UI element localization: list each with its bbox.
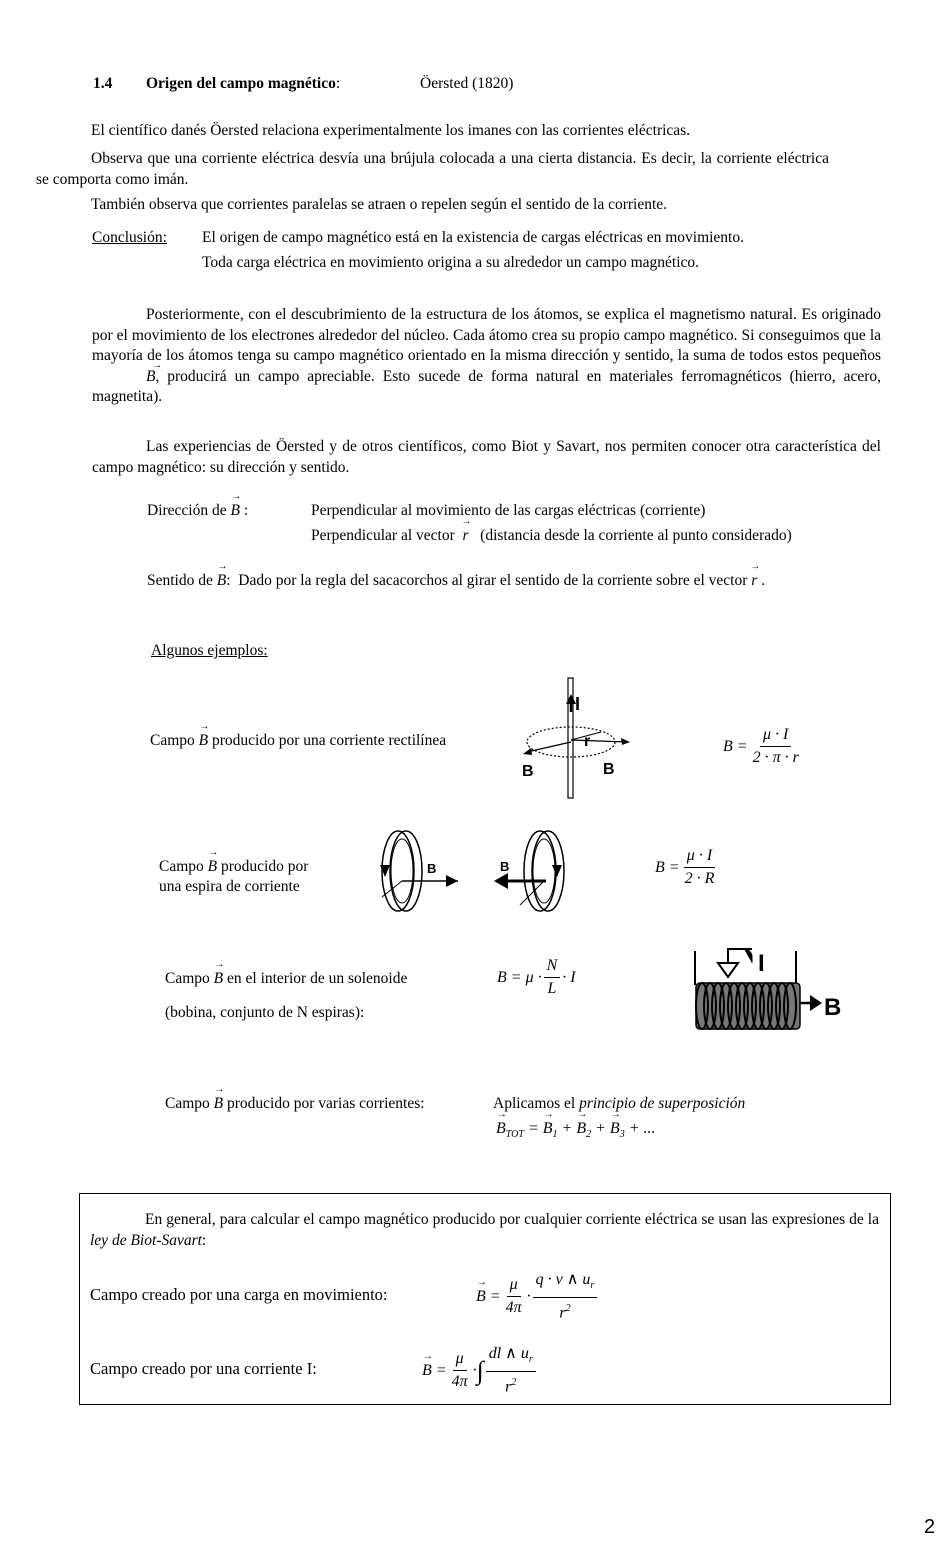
r-vector-symbol: → r bbox=[751, 572, 757, 590]
loop-label-line-1: Campo → B producido por bbox=[159, 858, 308, 876]
superposition-sum: → $B_{TOT}$ = → $B_1$ + → $B_2$ + → $B_3$ + ... bbox=[496, 1120, 655, 1140]
solenoid-current-label: I bbox=[758, 950, 765, 977]
b-vector-symbol: → B bbox=[217, 572, 226, 590]
loop-label-line-2: una espira de corriente bbox=[159, 878, 300, 895]
direction-label: Dirección de → B : bbox=[147, 502, 248, 520]
direction-line-2: Perpendicular al vector → r (distancia desde la corriente al punto considerado) bbox=[311, 527, 792, 545]
intro-paragraph-1: El científico danés Öersted relaciona experimentalmente los imanes con las corrientes eléctricas. bbox=[91, 122, 691, 139]
biot-savart-intro: En general, para calcular el campo magnético producido por cualquier corriente eléctrica se usan las expresiones de la ley de Biot-Savart: bbox=[90, 1211, 879, 1249]
charge-field-formula: → B = $\frac{\mu}{4\pi}$ · $\frac{q \cdot v \wedge u_r}{r^2}$ bbox=[476, 1270, 599, 1324]
section-title: Origen del campo magnético: bbox=[146, 75, 341, 92]
b-vector-symbol: → B bbox=[208, 858, 217, 876]
charge-field-label: Campo creado por una carga en movimiento: bbox=[90, 1285, 388, 1304]
page-number: 2 bbox=[924, 1516, 936, 1538]
solenoid-formula: B = μ · $\frac{N}{L}$ · I bbox=[497, 957, 576, 997]
loop-formula: B = $\frac{\mu \cdot I}{2 \cdot R}$ bbox=[655, 847, 715, 887]
current-field-label: Campo creado por una corriente I: bbox=[90, 1359, 317, 1378]
intro-paragraph-3: También observa que corrientes paralelas se atraen o repelen según el sentido de la corriente. bbox=[91, 196, 668, 213]
b-vector-symbol: → B bbox=[199, 732, 208, 750]
b-vector-symbol: → B bbox=[214, 970, 223, 988]
current-loop-figure-2 bbox=[490, 825, 585, 915]
rectilinear-label: Campo → B producido por una corriente rectilínea bbox=[150, 732, 446, 750]
loop-field-label-2: B bbox=[500, 859, 510, 874]
conclusion-line-2: Toda carga eléctrica en movimiento origina a su alrededor un campo magnético. bbox=[202, 254, 700, 271]
r-vector-symbol: → r bbox=[463, 527, 469, 545]
solenoid-field-label: B bbox=[824, 994, 842, 1021]
current-field-formula: → B = $\frac{\mu}{4\pi}$ · ∫ $\frac{dl \wedge u_r}{r^2}$ bbox=[422, 1344, 538, 1398]
several-currents-label: Campo → B producido por varias corrientes: bbox=[165, 1095, 425, 1113]
examples-heading: Algunos ejemplos: bbox=[151, 642, 268, 659]
b-vector-symbol: → B bbox=[92, 367, 155, 388]
section-author-date: Öersted (1820) bbox=[420, 75, 514, 92]
experiences-paragraph: Las experiencias de Öersted y de otros científicos, como Biot y Savart, nos permiten conocer otra característica del campo magnético: su dirección y sentido. bbox=[92, 438, 881, 476]
loop-field-label-1: B bbox=[427, 861, 437, 876]
current-label: I bbox=[575, 694, 581, 714]
conclusion-line-1: El origen de campo magnético está en la existencia de cargas eléctricas en movimiento. bbox=[202, 229, 744, 246]
solenoid-figure bbox=[688, 943, 848, 1038]
b-vector-symbol: → B bbox=[231, 502, 240, 520]
natural-magnetism-paragraph: Posteriormente, con el descubrimiento de la estructura de los átomos, se explica el magnetismo natural. Es originado por el movimiento de los electrones alrededor del núcleo. Cada átomo crea su propio campo magnético. Si conseguimos que la mayoría de los átomos tenga su campo magnético orientado en la misma dirección y sentido, la suma de todos estos pequeños → B, producirá un campo apreciable. Esto sucede de forma natural en materiales ferromagnéticos (hierro, acero, magnetita). bbox=[92, 305, 881, 408]
current-loop-figure-1 bbox=[370, 825, 465, 915]
radius-label: r bbox=[584, 733, 591, 750]
rectilinear-current-figure bbox=[505, 672, 645, 802]
section-number: 1.4 bbox=[93, 75, 113, 92]
field-label-left: B bbox=[522, 763, 534, 780]
b-vector-symbol: → B bbox=[214, 1095, 223, 1113]
rectilinear-formula: B = $\frac{\mu \cdot I}{2 \cdot \pi \cdot r}$ bbox=[723, 726, 799, 766]
solenoid-label-line-2: (bobina, conjunto de N espiras): bbox=[165, 1004, 365, 1021]
field-label-right: B bbox=[603, 761, 615, 778]
conclusion-label: Conclusión: bbox=[92, 229, 167, 246]
superposition-line: Aplicamos el principio de superposición bbox=[493, 1095, 746, 1112]
direction-line-1: Perpendicular al movimiento de las cargas eléctricas (corriente) bbox=[311, 502, 706, 519]
sense-line: Sentido de → B: Dado por la regla del sacacorchos al girar el sentido de la corriente sobre el vector → r . bbox=[147, 572, 765, 590]
solenoid-label-line-1: Campo → B en el interior de un solenoide bbox=[165, 970, 407, 988]
intro-paragraph-2: Observa que una corriente eléctrica desvía una brújula colocada a una cierta distancia. Es decir, la corriente eléctrica se comporta como imán. bbox=[36, 150, 829, 188]
